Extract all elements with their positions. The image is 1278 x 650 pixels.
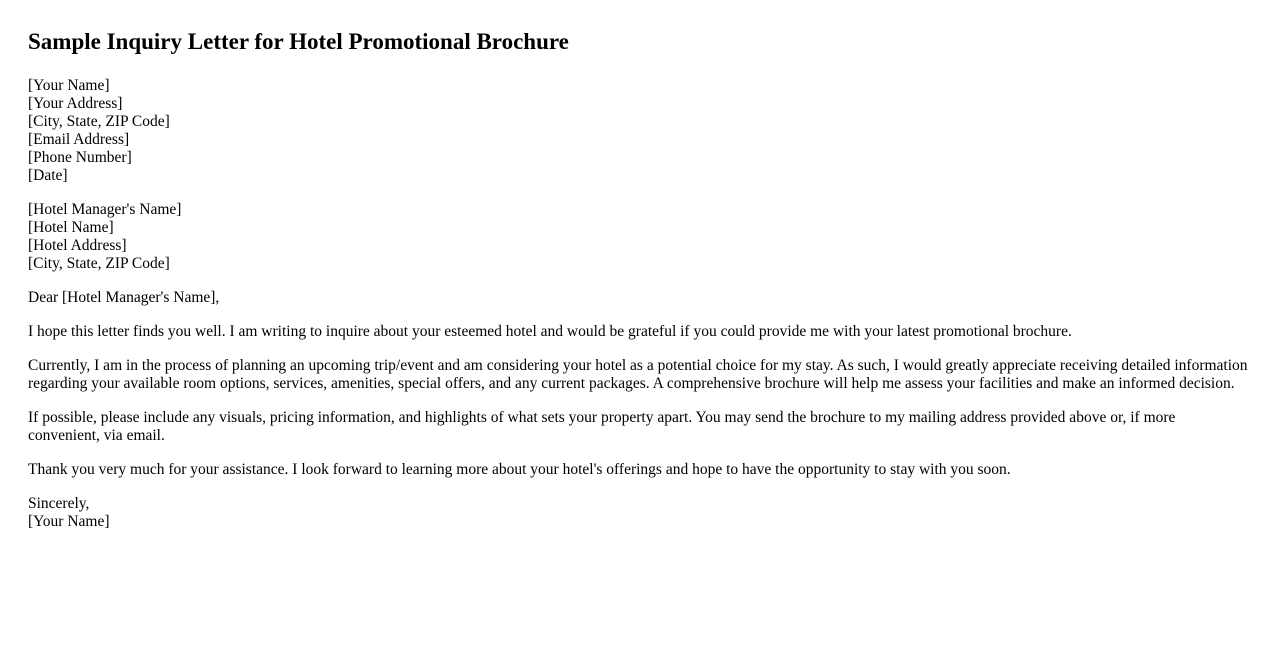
letter-date: [Date] xyxy=(28,167,68,184)
salutation: Dear [Hotel Manager's Name], xyxy=(28,289,220,306)
recipient-hotel-address: [Hotel Address] xyxy=(28,237,127,254)
sender-block xyxy=(28,77,1250,185)
sender-name: [Your Name] xyxy=(28,77,110,94)
closing: Sincerely, xyxy=(28,495,90,512)
recipient-city-state-zip: [City, State, ZIP Code] xyxy=(28,255,170,272)
sender-email: [Email Address] xyxy=(28,131,130,148)
sender-address: [Your Address] xyxy=(28,95,123,112)
body-paragraph: If possible, please include any visuals, pricing information, and highlights of what sets your property apart. You may send the brochure to my mailing address provided above or, if more convenient, via email. xyxy=(28,409,1176,444)
sender-phone: [Phone Number] xyxy=(28,149,132,166)
body-paragraph: I hope this letter finds you well. I am writing to inquire about your esteemed hotel and would be grateful if you could provide me with your latest promotional brochure. xyxy=(28,323,1072,340)
sender-city-state-zip: [City, State, ZIP Code] xyxy=(28,113,170,130)
body-paragraph: Thank you very much for your assistance. I look forward to learning more about your hotel's offerings and hope to have the opportunity to stay with you soon. xyxy=(28,461,1011,478)
body-paragraph: Currently, I am in the process of planning an upcoming trip/event and am considering your hotel as a potential choice for my stay. As such, I would greatly appreciate receiving detailed information regarding your available room options, services, amenities, special offers, and any current packages. A comprehensive brochure will help me assess your facilities and make an informed decision. xyxy=(28,357,1248,392)
page-title: Sample Inquiry Letter for Hotel Promotional Brochure xyxy=(28,29,569,54)
recipient-manager-name: [Hotel Manager's Name] xyxy=(28,201,182,218)
signature: [Your Name] xyxy=(28,513,110,530)
recipient-hotel-name: [Hotel Name] xyxy=(28,219,114,236)
recipient-block xyxy=(28,201,1250,273)
closing-block xyxy=(28,495,1250,531)
